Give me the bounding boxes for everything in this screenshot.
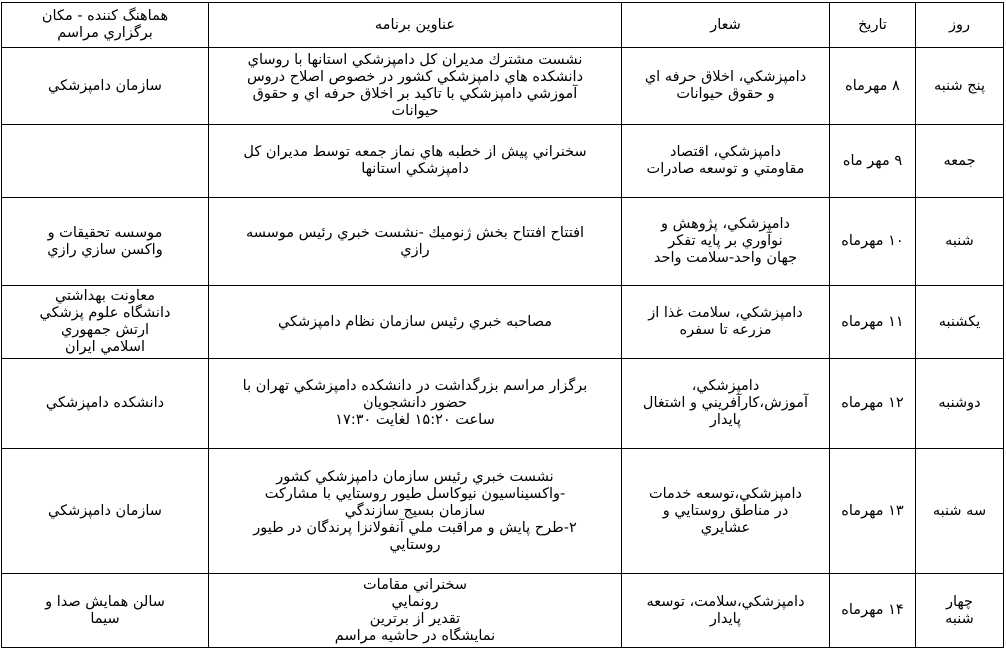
table-header-row <box>2 3 1004 48</box>
slogan-cell <box>622 198 830 286</box>
program-cell-line: نشست خبري رئيس سازمان دامپزشكي كشور <box>276 468 554 485</box>
slogan-cell-line: جهان واحد-سلامت واحد <box>653 250 798 266</box>
program-cell <box>209 449 622 574</box>
organizer-cell-line: ارتش جمهوري <box>60 322 150 338</box>
day-cell-line: يكشنبه <box>938 313 981 330</box>
table-row <box>2 359 1004 449</box>
slogan-cell-line: دامپزشكي، سلامت غذا از <box>648 305 803 321</box>
program-schedule-table <box>1 2 1004 648</box>
organizer-cell-line: دانشگاه علوم پزشكي <box>39 305 171 321</box>
program-cell <box>209 48 622 125</box>
program-cell-line: رونمايي <box>391 593 439 610</box>
slogan-cell-line: آموزش،كارآفريني و اشتغال <box>642 395 809 411</box>
slogan-cell <box>622 574 830 648</box>
date-cell: ۱۴ مهرماه <box>830 574 916 648</box>
program-cell <box>209 574 622 648</box>
slogan-cell-line: و حقوق حيوانات <box>676 86 775 102</box>
program-cell-line: افتتاح افتتاح بخش ژنوميك -نشست خبري رئيس موسسه <box>245 224 585 241</box>
header-program: عناوين برنامه <box>209 3 622 48</box>
table-row <box>2 48 1004 125</box>
program-cell-line: آموزشي دامپزشكي با تاكيد بر اخلاق حرفه اي و حقوق <box>252 86 578 102</box>
date-cell: ۹ مهر ماه <box>830 125 916 198</box>
program-cell-line: تقدير از برترين <box>369 610 461 627</box>
slogan-cell-line: در مناطق روستايي و <box>662 502 789 519</box>
slogan-cell-line: دامپزشكي،سلامت، توسعه <box>646 593 805 610</box>
slogan-cell-line: مزرعه تا سفره <box>679 322 772 338</box>
organizer-cell-line: موسسه تحقيقات و <box>47 224 163 241</box>
program-cell-line: رازي <box>400 241 430 258</box>
organizer-cell-line: اسلامي ايران <box>64 339 146 355</box>
table-body <box>2 48 1004 648</box>
program-cell-line: -واكسيناسيون نيوكاسل طيور روستايي با مشاركت <box>264 485 566 502</box>
organizer-cell <box>2 286 209 359</box>
program-cell-line: نشست مشترك مديران كل دامپزشكي استانها با روساي <box>247 52 583 68</box>
program-cell-line: ساعت ۱۵:۲۰ لغايت ۱۷:۳۰ <box>335 412 495 428</box>
day-cell-line: پنج شنبه <box>933 77 986 94</box>
program-cell <box>209 125 622 198</box>
table-row <box>2 449 1004 574</box>
table-row <box>2 198 1004 286</box>
program-cell-line: حيوانات <box>391 103 439 119</box>
organizer-cell-line: سيما <box>90 610 120 627</box>
organizer-cell <box>2 359 209 449</box>
date-cell: ۱۲ مهرماه <box>830 359 916 449</box>
slogan-cell-line: مقاومتي و توسعه صادرات <box>646 161 805 177</box>
table-row <box>2 286 1004 359</box>
program-cell <box>209 286 622 359</box>
day-cell <box>916 574 1004 648</box>
slogan-cell <box>622 449 830 574</box>
slogan-cell-line: دامپزشكي، اخلاق حرفه اي <box>644 69 807 85</box>
program-cell <box>209 359 622 449</box>
day-cell-line: شنبه <box>945 610 974 627</box>
day-cell <box>916 359 1004 449</box>
header-organizer-line: برگزاري مراسم <box>57 25 153 41</box>
header-day: روز <box>916 3 1004 48</box>
slogan-cell <box>622 48 830 125</box>
organizer-cell-line: سازمان دامپزشكي <box>48 502 162 519</box>
day-cell <box>916 449 1004 574</box>
organizer-cell <box>2 449 209 574</box>
program-cell-line: مصاحبه خبري رئيس سازمان نظام دامپزشكي <box>277 313 553 330</box>
date-cell: ۸ مهرماه <box>830 48 916 125</box>
slogan-cell-line: نوآوري بر پايه تفكر <box>668 233 783 249</box>
header-organizer <box>2 3 209 48</box>
table-row <box>2 574 1004 648</box>
program-cell-line: سخنراني پيش از خطبه هاي نماز جمعه توسط مديران كل <box>243 144 587 160</box>
table-row <box>2 125 1004 198</box>
organizer-cell <box>2 125 209 198</box>
slogan-cell <box>622 359 830 449</box>
slogan-cell-line: پايدار <box>709 412 742 428</box>
day-cell-line: سه شنبه <box>932 502 987 519</box>
header-slogan: شعار <box>622 3 830 48</box>
slogan-cell-line: پايدار <box>709 610 742 627</box>
organizer-cell-line: واكسن سازي رازي <box>47 241 163 258</box>
program-cell-line: دانشكده هاي دامپزشكي كشور در خصوص اصلاح دروس <box>246 69 584 85</box>
date-cell: ۱۰ مهرماه <box>830 198 916 286</box>
program-cell-line: حضور دانشجويان <box>362 395 468 411</box>
program-cell-line: روستايي <box>389 536 441 553</box>
program-cell-line: نمايشگاه در حاشيه مراسم <box>334 627 496 644</box>
day-cell <box>916 125 1004 198</box>
date-cell: ۱۱ مهرماه <box>830 286 916 359</box>
organizer-cell-line: سالن همايش صدا و <box>45 593 165 610</box>
header-organizer-line: هماهنگ كننده - مكان <box>41 8 169 24</box>
organizer-cell-line: دانشكده دامپزشكي <box>45 395 165 411</box>
program-cell-line: سخنراني مقامات <box>363 576 467 593</box>
day-cell <box>916 286 1004 359</box>
organizer-cell <box>2 48 209 125</box>
slogan-cell-line: دامپزشكي، <box>691 378 760 394</box>
program-cell-line: سازمان بسيج سازندگي <box>344 502 486 519</box>
day-cell-line: شنبه <box>945 233 974 249</box>
program-cell-line: دامپزشكي استانها <box>361 161 469 177</box>
day-cell-line: جمعه <box>943 152 976 169</box>
header-date: تاريخ <box>830 3 916 48</box>
program-cell <box>209 198 622 286</box>
slogan-cell <box>622 286 830 359</box>
day-cell-line: دوشنبه <box>938 395 981 411</box>
organizer-cell <box>2 574 209 648</box>
slogan-cell <box>622 125 830 198</box>
slogan-cell-line: دامپزشكي، اقتصاد <box>670 144 781 160</box>
date-cell: ۱۳ مهرماه <box>830 449 916 574</box>
program-cell-line: ۲-طرح پايش و مراقبت ملي آنفولانزا پرندگان در طيور <box>253 519 577 536</box>
slogan-cell-line: دامپزشكي،توسعه خدمات <box>648 485 802 502</box>
slogan-cell-line: دامپزشكي، پژوهش و <box>661 216 790 232</box>
organizer-cell-line: سازمان دامپزشكي <box>48 77 162 94</box>
organizer-cell <box>2 198 209 286</box>
day-cell-line: چهار <box>945 593 974 610</box>
day-cell <box>916 198 1004 286</box>
slogan-cell-line: عشايري <box>700 519 751 536</box>
program-cell-line: برگزار مراسم بزرگداشت در دانشكده دامپزشكي تهران با <box>242 378 588 394</box>
day-cell <box>916 48 1004 125</box>
organizer-cell-line: معاونت بهداشتي <box>54 288 156 304</box>
